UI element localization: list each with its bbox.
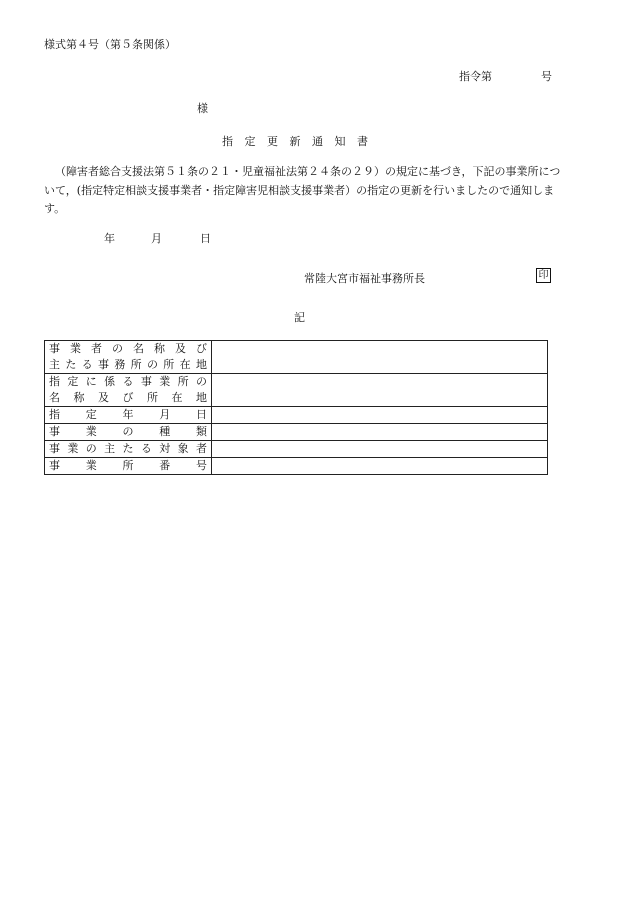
issuer-name: 常陸大宮市福祉事務所長 [304, 272, 425, 285]
row-label-cell [45, 407, 212, 424]
row-label-line: 名 称 及 び 所 在 地 [49, 391, 207, 404]
row-label-cell [45, 374, 212, 407]
table-row [45, 407, 548, 424]
table-row [45, 374, 548, 407]
row-value-cell[interactable] [212, 458, 548, 475]
table-row [45, 424, 548, 441]
details-table [44, 340, 548, 475]
date-month-label: 月 [151, 232, 162, 245]
row-value-cell[interactable] [212, 341, 548, 374]
row-label-line: 主 た る 事 務 所 の 所 在 地 [49, 358, 207, 371]
row-label-line: 事 業 の 主 た る 対 象 者 [49, 442, 207, 455]
row-value-cell[interactable] [212, 374, 548, 407]
table-row [45, 458, 548, 475]
date-day-label: 日 [200, 232, 211, 245]
directive-number-label: 指令第 [459, 70, 492, 83]
row-value-cell[interactable] [212, 441, 548, 458]
table-row [45, 341, 548, 374]
notice-body-text: （障害者総合支援法第５１条の２１・児童福祉法第２４条の２９）の規定に基づき，下記の事業所について，(指定特定相談支援事業者・指定障害児相談支援事業者）の指定の更新を行いましたので通知します。 [44, 165, 561, 215]
row-label-cell [45, 424, 212, 441]
form-number: 様式第４号（第５条関係） [44, 38, 176, 51]
ki-heading: 記 [294, 311, 305, 324]
addressee-honorific: 様 [197, 102, 208, 115]
row-label-line: 事 業 の 種 類 [49, 425, 207, 438]
row-label-line: 事 業 所 番 号 [49, 459, 207, 472]
row-label-line: 事 業 者 の 名 称 及 び [49, 342, 207, 355]
row-label-line: 指 定 年 月 日 [49, 408, 207, 421]
table-row [45, 441, 548, 458]
row-label-line: 指 定 に 係 る 事 業 所 の [49, 375, 207, 388]
row-label-cell [45, 458, 212, 475]
seal-mark: 印 [536, 268, 551, 283]
document-title: 指定更新通知書 [222, 135, 380, 148]
row-value-cell[interactable] [212, 407, 548, 424]
row-label-cell [45, 441, 212, 458]
directive-number-suffix: 号 [541, 70, 552, 83]
row-label-cell [45, 341, 212, 374]
date-year-label: 年 [104, 232, 115, 245]
row-value-cell[interactable] [212, 424, 548, 441]
